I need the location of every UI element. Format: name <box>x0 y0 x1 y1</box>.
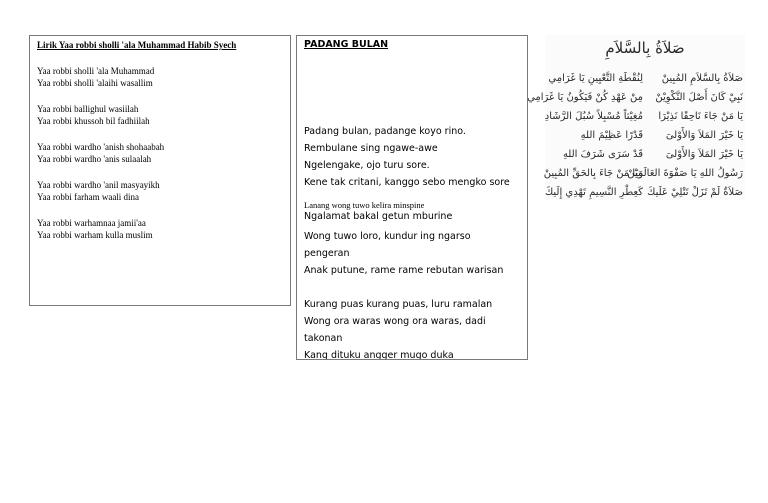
lyric-line: Ngelengake, ojo turu sore. <box>304 160 430 171</box>
lyrics-box-padang-bulan <box>296 35 528 360</box>
lyric-line: Padang bulan, padange koyo rino. <box>304 126 466 137</box>
arabic-column-left <box>527 69 643 202</box>
lyric-line: Yaa robbi sholli 'ala Muhammad <box>37 66 155 76</box>
song-title: PADANG BULAN <box>304 39 389 50</box>
lyric-line-cut: Kang dituku angger mugo duka <box>304 350 454 360</box>
arabic-line: مِنْ عَهْدِ كُنْ فَيَكُونُ يَا غَرَامِي <box>527 92 643 103</box>
arabic-line: قَدْرًا عَظِيْمَ اللهِ <box>580 130 643 141</box>
lyric-line: Wong tuwo loro, kundur ing ngarso <box>304 231 471 242</box>
lyric-line: Yaa robbi ballighul wasiilah <box>37 104 139 114</box>
arabic-line: صَلاَةُ بِالسَّلاَمِ المُبِينْ <box>661 73 743 84</box>
lyrics-box-yaa-robbi <box>29 35 291 306</box>
arabic-line: كَعِطْرِ النَّسِيمِ تَهْدِي إِلَيكَ <box>544 187 643 198</box>
lyric-line: Yaa robbi sholli 'alaihi wasallim <box>37 78 153 88</box>
lyric-line: Wong ora waras wong ora waras, dadi <box>304 316 486 327</box>
lyric-line: Yaa robbi wardho 'anis sulaalah <box>37 154 152 164</box>
lyric-line: Yaa robbi warhamnaa jamii'aa <box>37 218 146 228</box>
stanza <box>37 179 283 203</box>
lyric-line: Kene tak critani, kanggo sebo mengko sore <box>304 177 510 188</box>
lyric-line: Ngalamat bakal getun mburine <box>304 211 453 222</box>
arabic-line: يَا مَنْ جَاءَ نَاحِقًا نَذِيْرَا <box>658 111 743 122</box>
lyric-line: Anak putune, rame rame rebutan warisan <box>304 265 504 276</box>
arabic-calligraphy-image <box>527 35 745 200</box>
arabic-column-right <box>627 69 743 202</box>
lyric-line: Kurang puas kurang puas, luru ramalan <box>304 299 493 310</box>
stanza <box>37 65 283 89</box>
lyrics-title: Lirik Yaa robbi sholli 'ala Muhammad Habib Syech <box>37 40 237 50</box>
lyric-line: Yaa robbi khussoh bil fadhiilah <box>37 116 150 126</box>
blank-space <box>304 51 520 123</box>
arabic-line: رَسُولُ اللهِ يَا صَفْوَةَ العَالَمِيْنْ <box>627 168 743 179</box>
stanza <box>37 217 283 241</box>
lyric-line: Rembulane sing ngawe-awe <box>304 143 438 154</box>
arabic-line: يَا خَيْرَ المَلاَ وَالأَوْلىَ <box>665 149 743 160</box>
lyric-line: pengeran <box>304 248 350 259</box>
stanza <box>37 103 283 127</box>
lyric-line: Yaa robbi wardho 'anish shohaabah <box>37 142 165 152</box>
arabic-line: مُغِيْثاً مُسْبِلاً سُبُلَ الرَّشَادِ <box>544 111 643 122</box>
lyric-line: Yaa robbi wardho 'anil masyayikh <box>37 180 160 190</box>
arabic-line: يَا خَيْرَ المَلاَ وَالأَوْلىَ <box>665 130 743 141</box>
lyric-line: Yaa robbi warham kulla muslim <box>37 230 153 240</box>
arabic-line: لِنُقْطَةِ التَّعْيِينِ يَا غَرَامِي <box>548 73 643 84</box>
arabic-line: قَدْ سَرَى شَرَفَ اللهِ <box>562 149 643 160</box>
arabic-line: نَبِيْ كَانَ أَصْلَ التَّكْوِيْنْ <box>655 92 743 103</box>
arabic-line: صَلاَةٌ لَمْ تَزَلْ تَتْلِيْ عَلَيكَ <box>647 187 743 198</box>
lyric-line: takonan <box>304 333 343 344</box>
lyric-line: Yaa robbi farham waali dina <box>37 192 140 202</box>
lyric-line-overlap: Lanang wong tuwo kelira minspine <box>304 200 425 210</box>
arabic-title: صَلاَةُ بِالسَّلاَمِ <box>605 39 685 57</box>
arabic-line: وَيَا مَنْ جَاءَ بِالحَقِّ المُبِينْ <box>543 168 643 179</box>
stanza <box>37 141 283 165</box>
